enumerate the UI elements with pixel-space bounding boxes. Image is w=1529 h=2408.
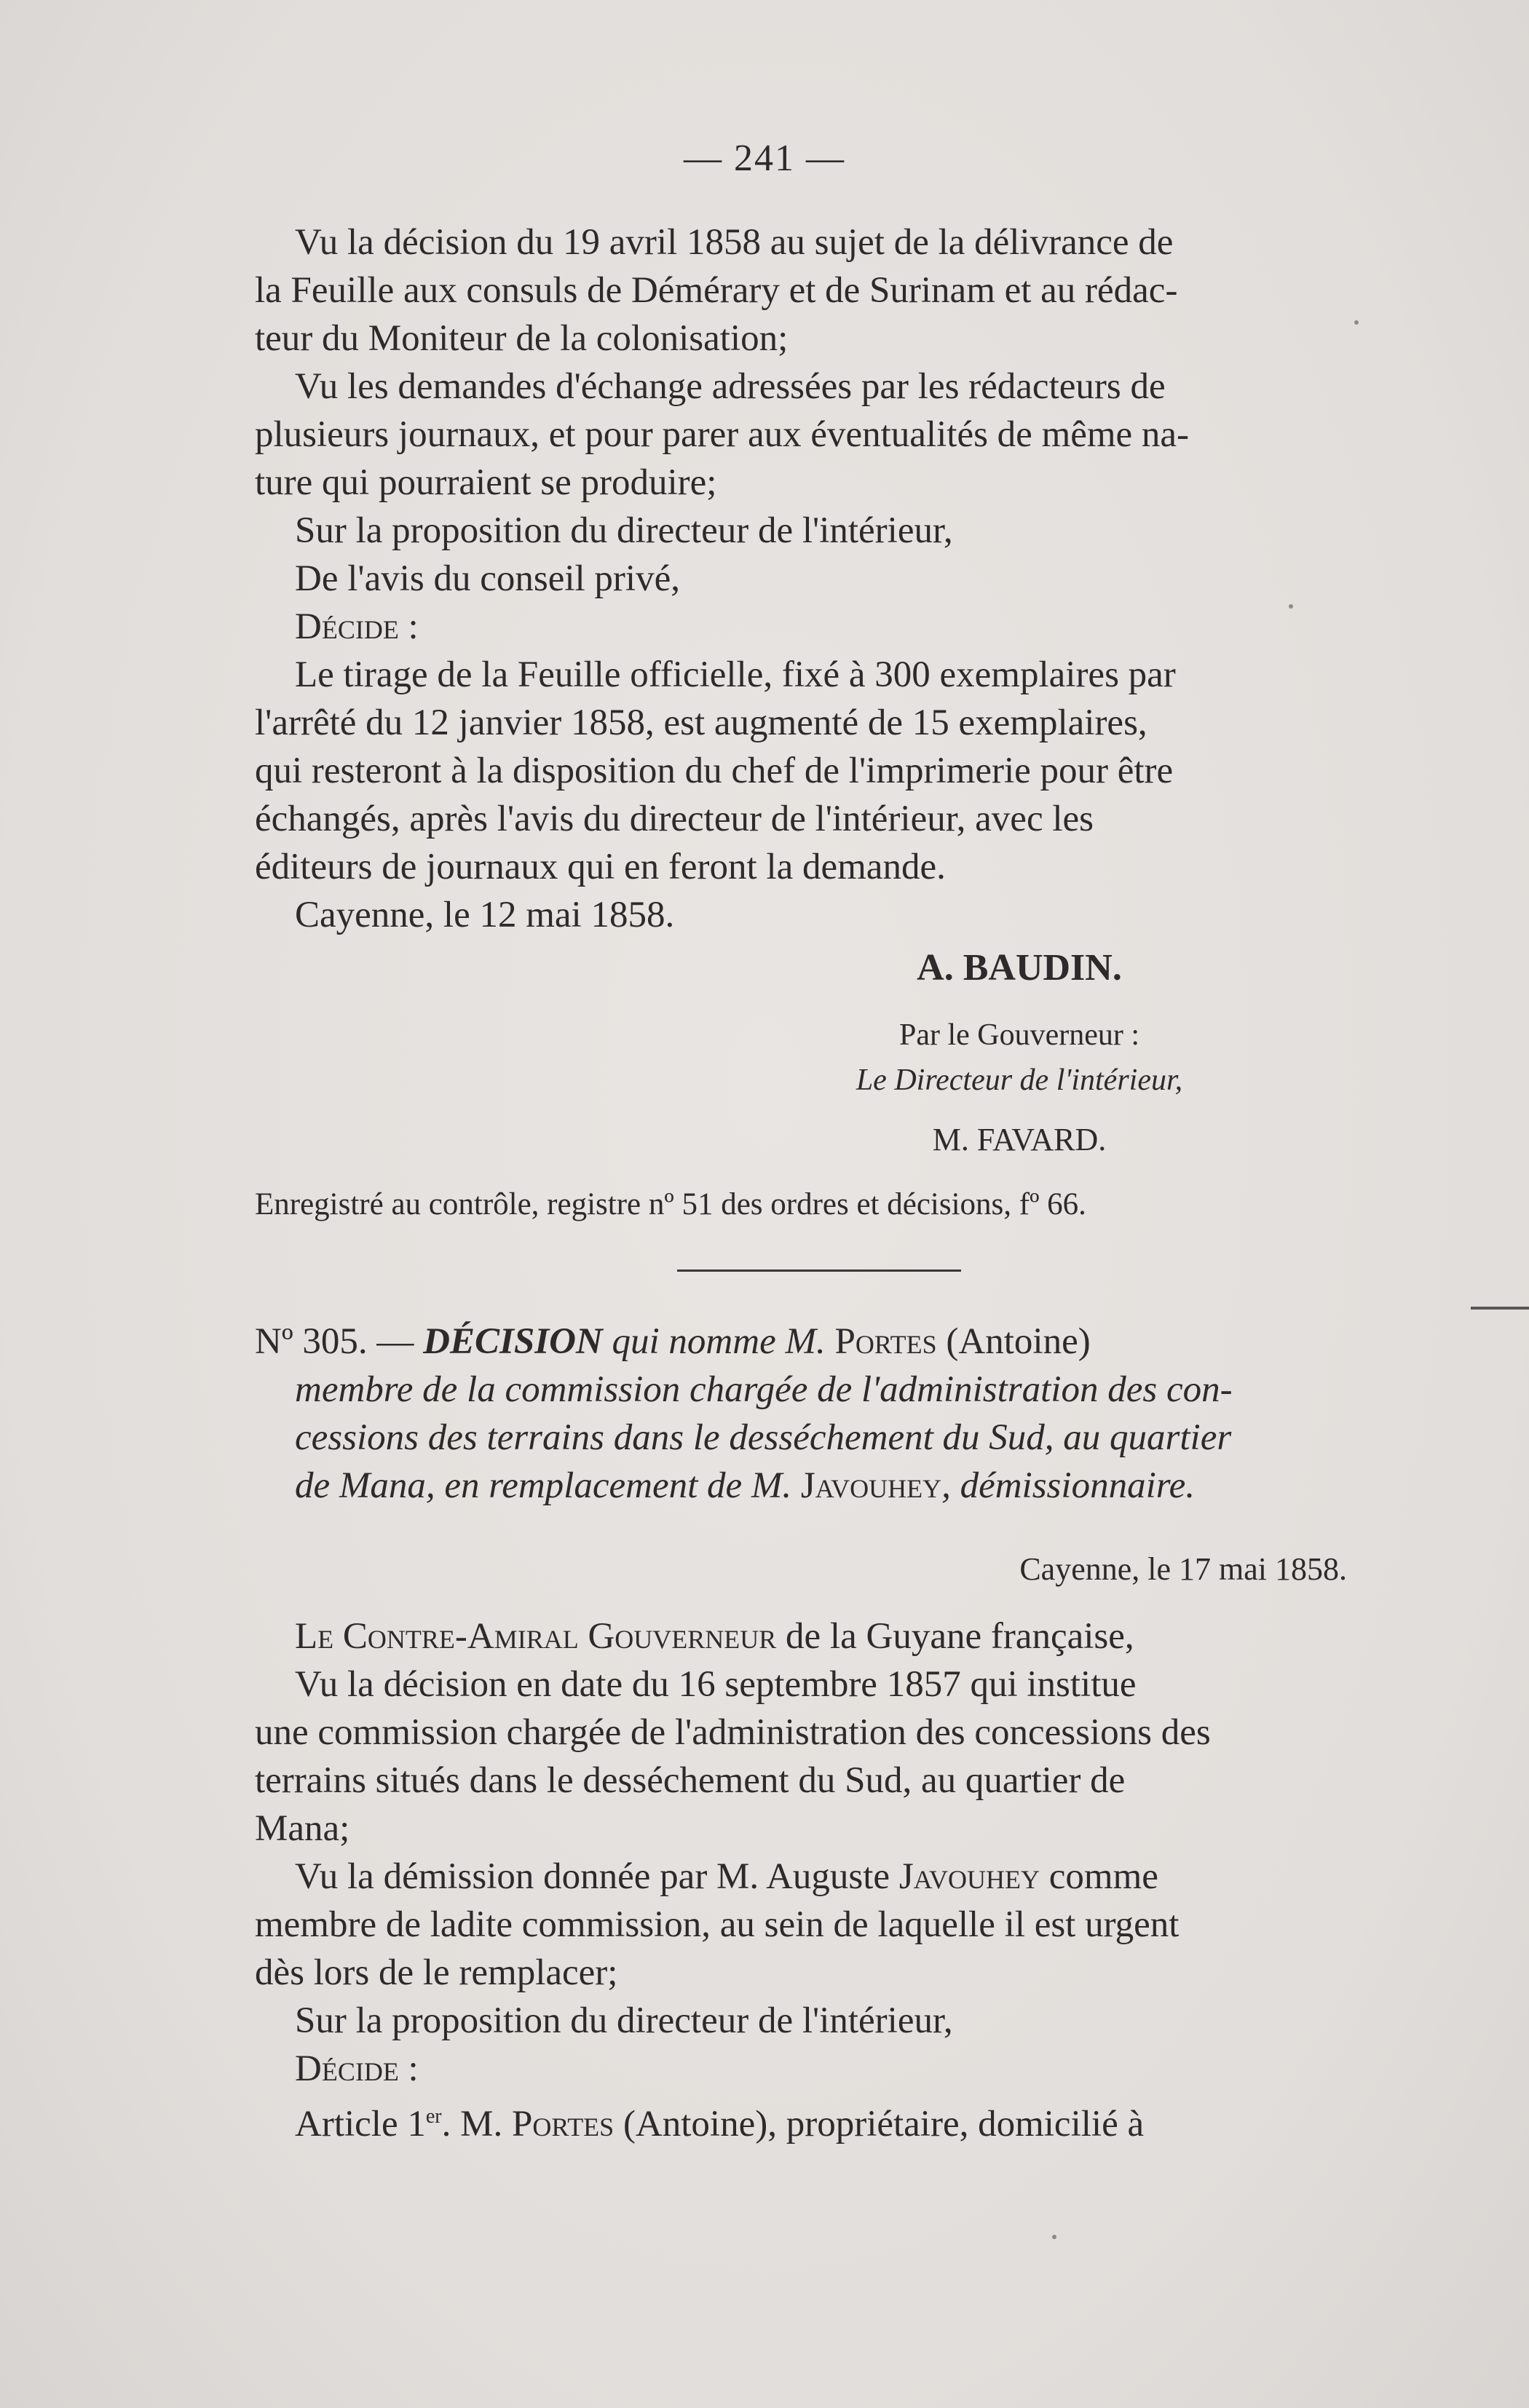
text-line: ture qui pourraient se produire; [255, 462, 717, 503]
text-line: plusieurs journaux, et pour parer aux éventualités de même na- [255, 414, 1190, 455]
decision-body [255, 651, 1394, 891]
decision-word: DÉCISION [423, 1321, 603, 1362]
authority-line [255, 1612, 1394, 1660]
decide-heading-305: Décide : [295, 2048, 419, 2089]
signature-governor: A. BAUDIN. [917, 947, 1122, 989]
text-line: terrains situés dans le desséchement du Sud, au quartier de [255, 1760, 1126, 1801]
place-date: Cayenne, le 12 mai 1858. [295, 895, 675, 935]
page-number: — 241 — [684, 138, 845, 179]
par-le-gouverneur: Par le Gouverneur : [898, 1018, 1140, 1052]
authority-rest: de la Guyane française, [776, 1616, 1134, 1657]
text-line: Mana; [255, 1808, 350, 1849]
text-line: échangés, après l'avis du directeur de l'intérieur, avec les [255, 799, 1094, 839]
authority-title: Le Contre-Amiral Gouverneur [295, 1616, 777, 1657]
text-line: une commission chargée de l'administration des concessions des [255, 1712, 1211, 1753]
antoine-name: (Antoine) [946, 1321, 1091, 1362]
signature-directeur: M. FAVARD. [932, 1122, 1107, 1157]
javouhey-name: Javouhey [800, 1465, 942, 1506]
registration-note: Enregistré au contrôle, registre nº 51 des ordres et décisions, fº 66. [255, 1187, 1086, 1221]
portes-name: Portes [834, 1321, 937, 1362]
heading-line: membre de la commission chargée de l'administration des con- [295, 1369, 1233, 1410]
preamble-block [255, 218, 1394, 939]
heading-line: de Mana, en remplacement de M. [295, 1465, 801, 1506]
text-line: Vu la démission donnée par M. Auguste Javouhey comme [295, 1856, 1158, 1897]
heading-text: qui nomme M. [612, 1321, 826, 1362]
text-line: Le tirage de la Feuille officielle, fixé à 300 exemplaires par [295, 654, 1176, 695]
avis-line: De l'avis du conseil privé, [295, 558, 680, 599]
text-line: Vu la décision en date du 16 septembre 1857 qui institue [295, 1664, 1137, 1705]
decision-305-body [255, 1612, 1394, 2148]
place-date-305: Cayenne, le 17 mai 1858. [1019, 1551, 1347, 1587]
article-1: Article 1er. M. Portes (Antoine), propriétaire, domicilié à [295, 2104, 1145, 2144]
text-line: l'arrêté du 12 janvier 1858, est augmenté de 15 exemplaires, [255, 702, 1147, 743]
visa-paragraph-1 [255, 218, 1394, 363]
text-line: éditeurs de journaux qui en feront la demande. [255, 847, 946, 887]
visa-paragraph-2 [255, 363, 1394, 507]
paper-speck [1354, 320, 1359, 325]
visa-305-2 [255, 1853, 1394, 1997]
text-line: dès lors de le remplacer; [255, 1952, 618, 1993]
proposition-305: Sur la proposition du directeur de l'intérieur, [295, 2000, 953, 2041]
text-line: teur du Moniteur de la colonisation; [255, 318, 789, 359]
proposition-line: Sur la proposition du directeur de l'intérieur, [295, 510, 953, 551]
decision-number: Nº 305. — [255, 1321, 414, 1362]
text-line: la Feuille aux consuls de Démérary et de Surinam et au rédac- [255, 270, 1178, 311]
heading-line: cessions des terrains dans le desséchement du Sud, au quartier [295, 1417, 1232, 1458]
directeur-title: Le Directeur de l'intérieur, [856, 1064, 1183, 1097]
text-line: membre de ladite commission, au sein de laquelle il est urgent [255, 1904, 1180, 1945]
text-line: Vu la décision du 19 avril 1858 au sujet de la délivrance de [295, 222, 1174, 263]
heading-line: , démissionnaire. [941, 1465, 1196, 1506]
visa-305-1 [255, 1660, 1394, 1853]
text-line: Vu les demandes d'échange adressées par les rédacteurs de [295, 366, 1166, 407]
margin-mark [1471, 1307, 1529, 1310]
section-divider [677, 1270, 961, 1272]
decision-305-heading [255, 1318, 1394, 1510]
paper-speck [1289, 604, 1293, 609]
decide-heading: Décide : [295, 606, 419, 647]
paper-speck [1052, 2235, 1056, 2239]
text-line: qui resteront à la disposition du chef de l'imprimerie pour être [255, 750, 1174, 791]
